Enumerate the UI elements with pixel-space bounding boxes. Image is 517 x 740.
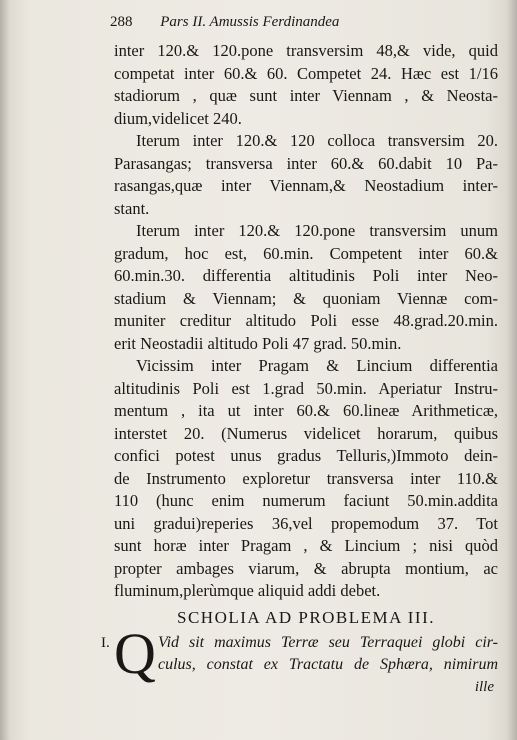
text-line: 60.min.30. differentia altitudinis Poli inter Neo- bbox=[114, 266, 498, 285]
left-edge-shadow bbox=[0, 0, 10, 740]
text-line: 110 (hunc enim numerum faciunt 50.min.addita bbox=[114, 491, 498, 510]
drop-cap: Q bbox=[114, 620, 156, 686]
paragraph-4 bbox=[114, 355, 498, 603]
text-line: muniter creditur altitudo Poli esse 48.grad.20.min. bbox=[114, 311, 498, 330]
text-line: competat inter 60.& 60. Competet 24. Hæc est 1/16 bbox=[114, 63, 498, 83]
running-header bbox=[110, 14, 490, 36]
section-heading: SCHOLIA AD PROBLEMA III. bbox=[177, 607, 435, 627]
body-text bbox=[101, 40, 498, 698]
text-line: confici potest unus gradus Telluris,)Immoto dein- bbox=[114, 446, 498, 465]
text-line: rasangas,quæ inter Viennam,& Neostadium inter- bbox=[114, 176, 498, 195]
text-line: mentum , ita ut inter 60.& 60.lineæ Arithmeticæ, bbox=[114, 401, 498, 420]
text-line: Parasangas; transversa inter 60.& 60.dabit 10 Pa- bbox=[114, 153, 498, 173]
text-line: gradum, hoc est, 60.min. Competent inter 60.& bbox=[114, 243, 498, 263]
text-line: de Instrumento exploretur transversa inter 110.& bbox=[114, 468, 498, 488]
text-line: stadium & Viennam; & quoniam Viennæ com- bbox=[114, 288, 498, 308]
text-line: stadiorum , quæ sunt inter Viennam , & Neosta- bbox=[114, 86, 498, 105]
text-line: stant. bbox=[114, 198, 150, 218]
paragraph-3 bbox=[114, 220, 498, 355]
text-line: Iterum inter 120.& 120.pone transversim unum bbox=[136, 221, 498, 240]
text-line: erit Neostadii altitudo Poli 47 grad. 50.min. bbox=[114, 333, 402, 353]
paragraph-2 bbox=[114, 130, 498, 220]
paragraph-1 bbox=[114, 40, 498, 130]
text-line: inter 120.& 120.pone transversim 48,& vide, quid bbox=[114, 41, 498, 60]
text-line: sunt horæ inter Pragam , & Lincium ; nisi quòd bbox=[114, 536, 498, 555]
text-line: Vid sit maximus Terræ seu Terraquei globi cir- bbox=[158, 633, 498, 651]
text-line: altitudinis Poli est 1.grad 50.min. Aperiatur Instru- bbox=[114, 378, 498, 398]
text-line: culus, constat ex Tractatu de Sphæra, nimirum bbox=[158, 655, 498, 673]
running-title: Pars II. Amussis Ferdinandea bbox=[160, 14, 340, 30]
text-line: fluminum,plerùmque aliquid addi debet. bbox=[114, 581, 381, 600]
text-line: uni gradui)reperies 36,vel propemodum 37. Tot bbox=[114, 513, 498, 533]
catchword: ille bbox=[474, 678, 494, 695]
text-line: dium,videlicet 240. bbox=[114, 108, 242, 128]
text-line: Iterum inter 120.& 120 colloca transversim 20. bbox=[136, 131, 498, 150]
right-edge-shadow bbox=[507, 0, 517, 740]
page-number: 288 bbox=[110, 14, 133, 30]
scholia-number: I. bbox=[101, 634, 110, 651]
scholia-paragraph bbox=[101, 620, 498, 698]
text-line: Vicissim inter Pragam & Lincium differentia bbox=[136, 356, 498, 375]
text-line: interstet 20. (Numerus videlicet horarum, quibus bbox=[114, 423, 498, 443]
text-line: propter ambages viarum, & abrupta montium, ac bbox=[114, 558, 498, 578]
